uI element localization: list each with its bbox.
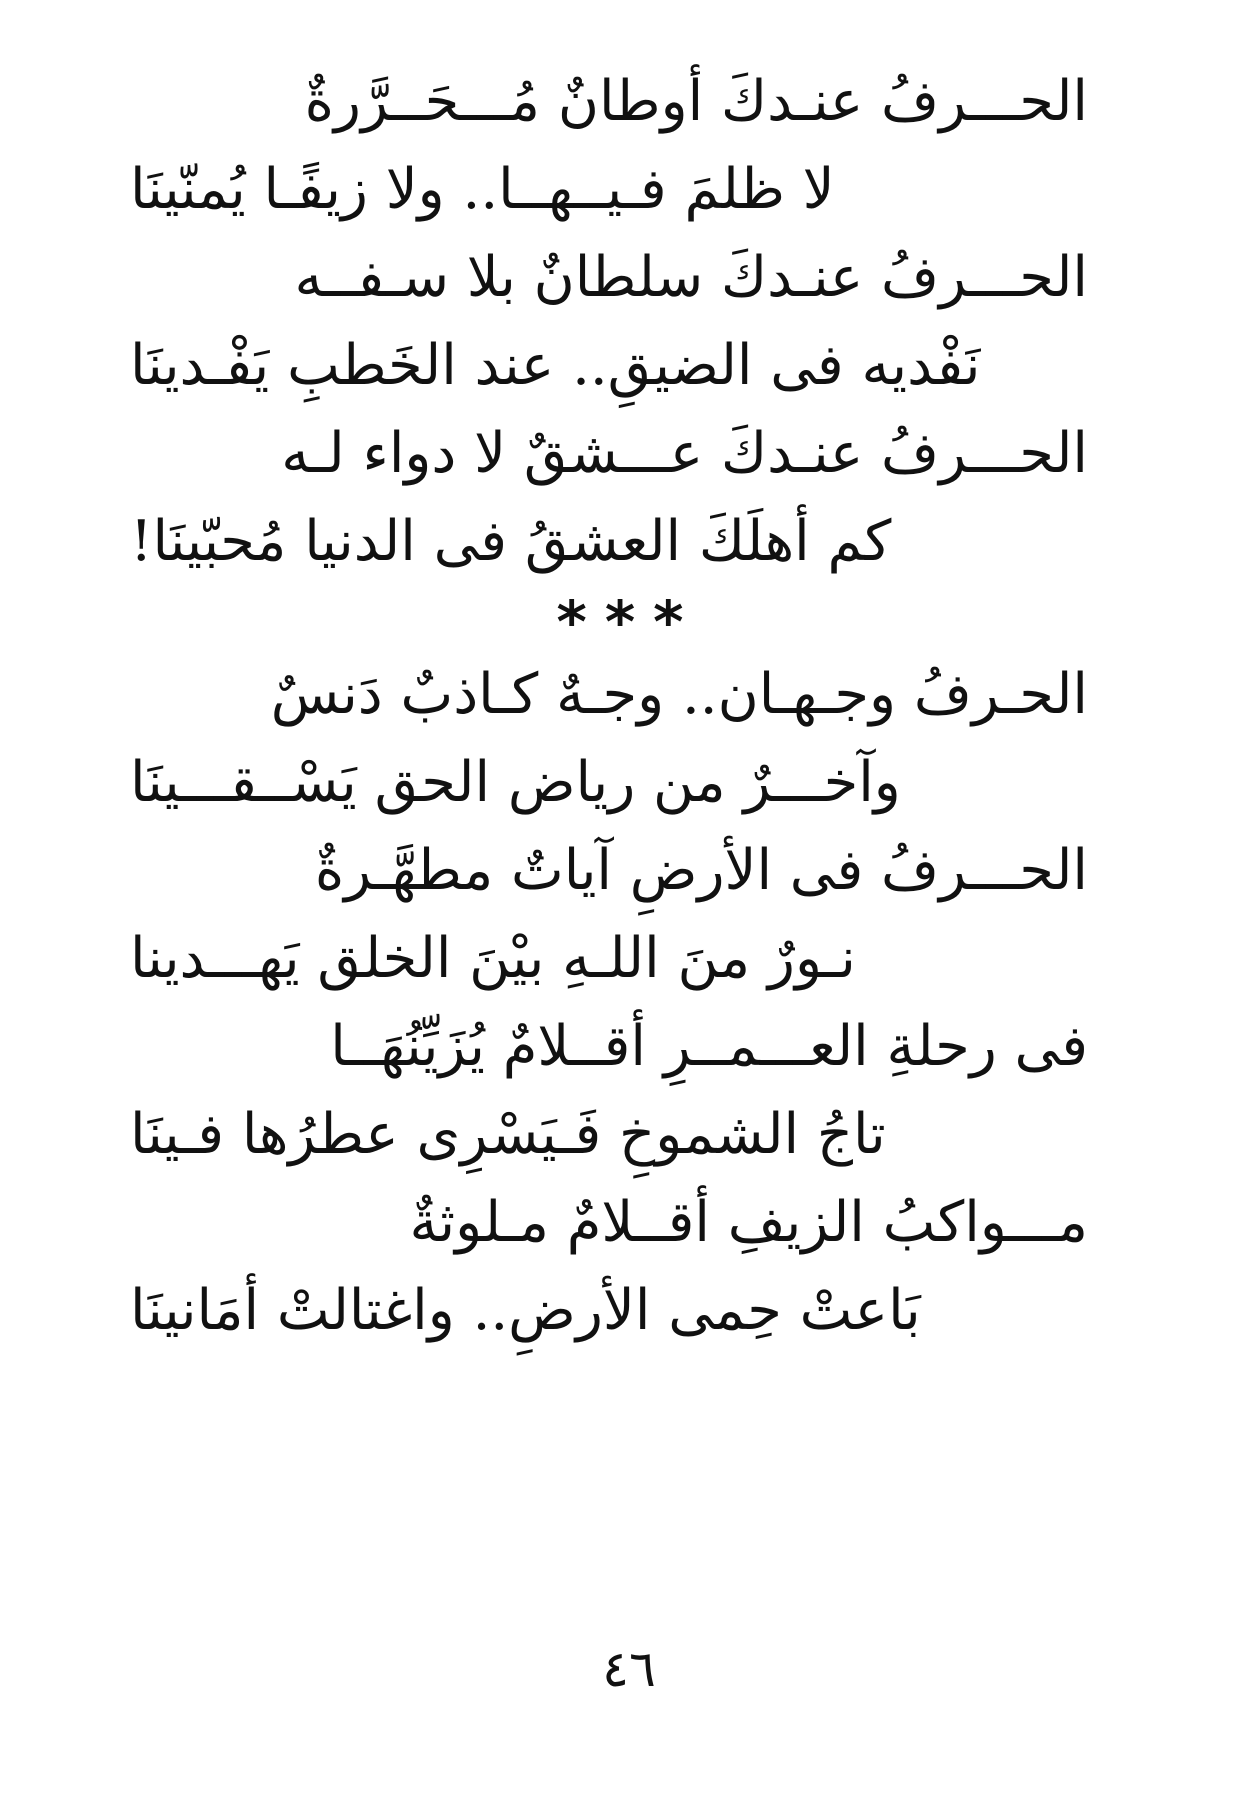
verse-line: الحـــرفُ عنـدكَ سلطانٌ بلا سـفــه xyxy=(294,245,1088,310)
verse-line: تاجُ الشموخِ فَـيَسْرِى عطرُها فـينَا xyxy=(130,1102,886,1167)
verse-line: نـورٌ منَ اللـهِ بيْنَ الخلق يَهـــدينا xyxy=(130,926,856,991)
verse-line: الحـــرفُ عنـدكَ أوطانٌ مُـــحَــرَّرةٌ xyxy=(304,69,1088,134)
verse-line: بَاعتْ حِمى الأرضِ.. واغتالتْ أمَانينَا xyxy=(130,1278,921,1343)
verse-line: نَفْديه فى الضيقِ.. عند الخَطبِ يَفْـدينَا xyxy=(130,333,981,398)
verse-line: الحـرفُ وجـهـان.. وجـهٌ كـاذبٌ دَنسٌ xyxy=(270,662,1088,727)
verse-line: مـــواكبُ الزيفِ أقــلامٌ مـلوثةٌ xyxy=(409,1190,1088,1255)
verse-line: كم أهلَكَ العشقُ فى الدنيا مُحبّينَا! xyxy=(130,509,892,574)
verse-line: فى رحلةِ العـــمــرِ أقــلامٌ يُزَيِّنُهَــا xyxy=(330,1014,1088,1079)
verse-line: وآخـــرٌ من رياض الحق يَسْــقـــينَا xyxy=(130,750,901,815)
section-divider: *** xyxy=(556,588,702,656)
page-number: ٤٦ xyxy=(602,1640,656,1698)
verse-line: الحـــرفُ عنـدكَ عـــشقٌ لا دواء لـه xyxy=(281,421,1088,486)
verse-line: الحـــرفُ فى الأرضِ آياتٌ مطهَّـرةٌ xyxy=(314,838,1088,903)
verse-line: لا ظلمَ فـيــهــا.. ولا زيفًـا يُمنّينَا xyxy=(130,157,835,222)
